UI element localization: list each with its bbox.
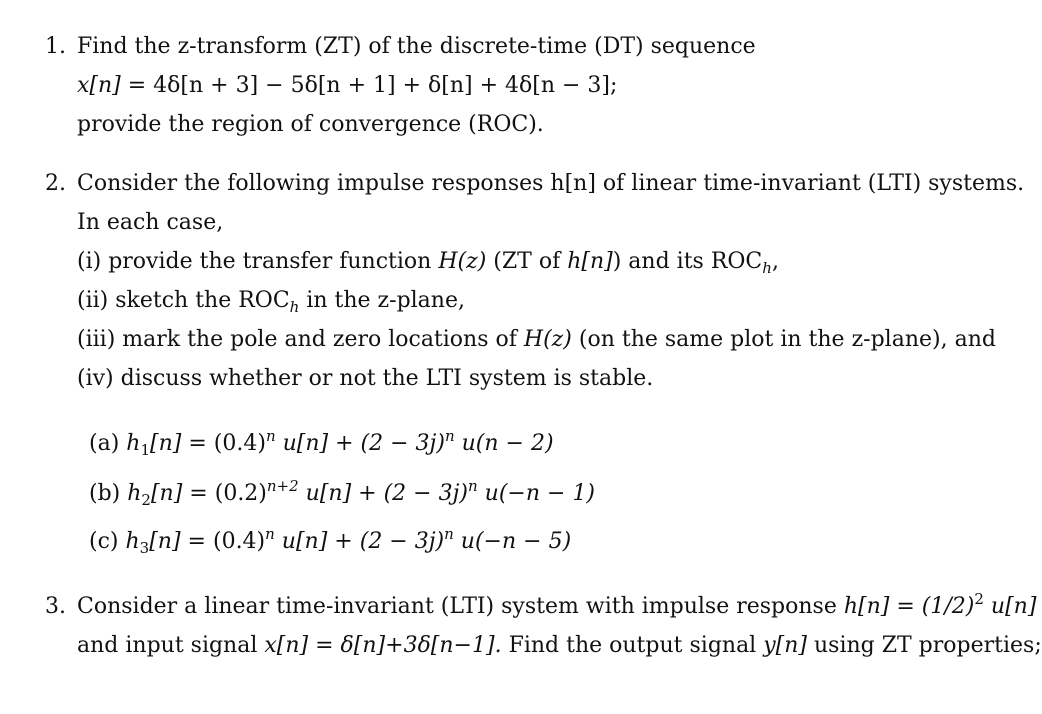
- problem-1-line-2: provide the region of convergence (ROC).: [77, 112, 544, 137]
- case-c: [89, 525, 572, 557]
- step-i-math-1: H(z): [438, 249, 487, 274]
- case-a-index: 1: [140, 441, 151, 459]
- case-a-mid: u[n] + (2 − 3j): [275, 431, 445, 456]
- case-c-eq: = (0.4): [180, 529, 266, 554]
- problem-2-step-iv: (iv) discuss whether or not the LTI system is stable.: [77, 366, 654, 391]
- case-b-arg: [n]: [150, 481, 183, 506]
- problem-3-impulse-response: h[n] = (1/2): [843, 594, 975, 619]
- sequence-lhs: x[n]: [77, 73, 121, 98]
- problem-3-line-2-middle: Find the output signal: [508, 633, 757, 658]
- case-b: [89, 477, 596, 509]
- case-c-mid: u[n] + (2 − 3j): [274, 529, 445, 554]
- step-i-math-2: h[n]: [567, 249, 613, 274]
- step-ii-suffix: in the z-plane,: [299, 288, 465, 313]
- case-c-index: 3: [139, 539, 150, 557]
- case-b-eq: = (0.2): [182, 481, 267, 506]
- case-a: [89, 427, 554, 459]
- case-a-eq: = (0.4): [181, 431, 266, 456]
- problem-2-step-i: [77, 249, 779, 277]
- sequence-rhs: = 4δ[n + 3] − 5δ[n + 1] + δ[n] + 4δ[n − 3];: [127, 73, 618, 98]
- problem-2-intro-2: In each case,: [77, 210, 224, 235]
- problem-3-line-2-suffix: using ZT properties;: [813, 633, 1042, 658]
- case-c-tail: u(−n − 5): [453, 529, 572, 554]
- step-ii-prefix: (ii) sketch the ROC: [77, 288, 290, 313]
- problem-2-intro-1: Consider the following impulse responses h[n] of linear time-invariant (LTI) systems.: [77, 171, 1025, 196]
- problem-1-line-1: Find the z-transform (ZT) of the discrete-time (DT) sequence: [77, 34, 756, 59]
- problem-2-step-ii: [77, 288, 465, 316]
- step-i-middle: (ZT of: [493, 249, 561, 274]
- problem-3-line-1-prefix: Consider a linear time-invariant (LTI) system with impulse response: [77, 594, 837, 619]
- case-a-label: (a): [89, 431, 120, 456]
- problem-3-step: u[n]: [983, 594, 1037, 619]
- case-a-tail: u(n − 2): [454, 431, 554, 456]
- case-b-fn: h: [127, 481, 142, 506]
- step-iii-prefix: (iii) mark the pole and zero locations of: [77, 327, 517, 352]
- problem-3-line-2: [77, 635, 1042, 657]
- case-b-exp-2: n: [468, 477, 478, 495]
- case-a-exp-1: n: [265, 427, 276, 445]
- step-iii-math: H(z): [523, 327, 572, 352]
- case-b-mid: u[n] + (2 − 3j): [298, 481, 468, 506]
- step-i-sub: h: [762, 259, 772, 277]
- case-b-exp-1: n+2: [266, 477, 299, 495]
- case-a-exp-2: n: [444, 427, 455, 445]
- problem-2-number: 2.: [45, 171, 66, 196]
- case-b-index: 2: [141, 491, 151, 509]
- problem-2-step-iii: [77, 329, 996, 351]
- problem-1-number: 1.: [45, 34, 66, 59]
- case-b-tail: u(−n − 1): [477, 481, 596, 506]
- case-c-exp-1: n: [265, 525, 275, 543]
- step-i-end: ,: [771, 249, 779, 274]
- problem-3-output-signal: y[n]: [763, 633, 807, 658]
- case-b-label: (b): [89, 481, 121, 506]
- problem-3-exponent: 2: [974, 590, 984, 608]
- case-c-label: (c): [89, 529, 119, 554]
- step-i-prefix: (i) provide the transfer function: [77, 249, 432, 274]
- problem-3-line-1: [77, 590, 1037, 619]
- step-ii-sub: h: [289, 298, 300, 316]
- problem-3-number: 3.: [45, 594, 66, 619]
- case-c-exp-2: n: [444, 525, 454, 543]
- case-c-arg: [n]: [149, 529, 181, 554]
- step-i-suffix: ) and its ROC: [612, 249, 763, 274]
- step-iii-suffix: (on the same plot in the z-plane), and: [578, 327, 996, 352]
- case-a-arg: [n]: [150, 431, 182, 456]
- case-c-fn: h: [125, 529, 140, 554]
- problem-3-input-signal: x[n] = δ[n]+3δ[n−1].: [264, 633, 502, 658]
- case-a-fn: h: [126, 431, 141, 456]
- problem-1-sequence: [77, 75, 617, 97]
- problem-3-line-2-prefix: and input signal: [77, 633, 258, 658]
